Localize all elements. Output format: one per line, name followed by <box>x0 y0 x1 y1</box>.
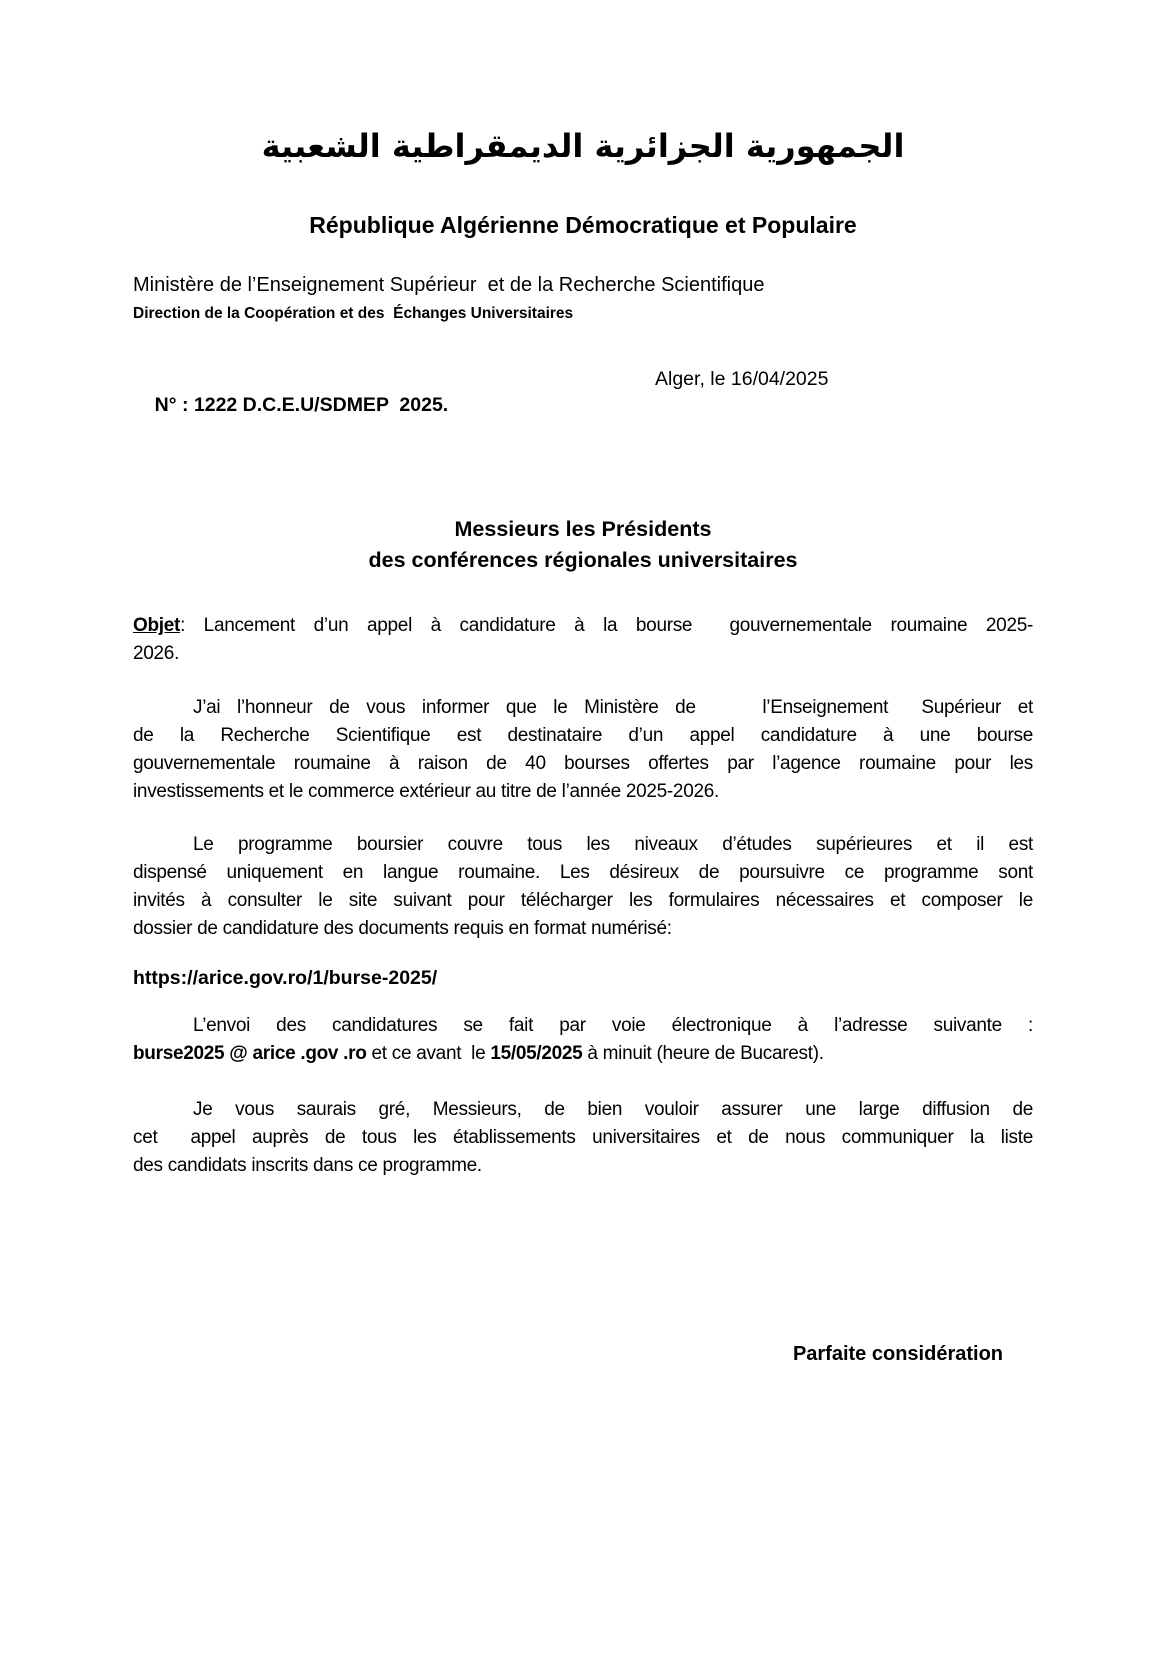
paragraph-4 <box>133 1096 1033 1180</box>
paragraph-3-end-text: à minuit (heure de Bucarest). <box>582 1043 824 1064</box>
addressee-line-1: Messieurs les Présidents <box>454 517 712 541</box>
application-url: https://arice.gov.ro/1/burse-2025/ <box>133 967 438 989</box>
addressee-block <box>133 514 1033 576</box>
paragraph-4-line-3: des candidats inscrits dans ce programme. <box>133 1155 482 1176</box>
objet-line-2: 2026. <box>133 643 180 664</box>
reference-row <box>133 366 1033 470</box>
paragraph-2-line-1: Le programme boursier couvre tous les niveaux d’études supérieures et il est <box>193 834 1033 855</box>
paragraph-4-line-1: Je vous saurais gré, Messieurs, de bien vouloir assurer une large diffusion de <box>193 1099 1033 1120</box>
email-address: burse2025 @ arice .gov .ro <box>133 1043 367 1064</box>
paragraph-1-line-3: gouvernementale roumaine à raison de 40 bourses offertes par l’agence roumaine pour les <box>133 753 1033 774</box>
objet-line-1 <box>133 612 1033 640</box>
addressee-line-2: des conférences régionales universitaires <box>368 548 798 572</box>
closing-formula: Parfaite considération <box>792 1343 1003 1365</box>
objet-text: : Lancement d’un appel à candidature à la bourse gouvernementale roumaine 2025- <box>180 615 1033 636</box>
paragraph-3 <box>133 1012 1033 1068</box>
paragraph-2-line-3: invités à consulter le site suivant pour télécharger les formulaires nécessaires et composer le <box>133 890 1033 911</box>
reference-number: N° : 1222 D.C.E.U/SDMEP 2025. <box>154 394 449 416</box>
arabic-title: الجمهورية الجزائرية الديمقراطية الشعبية <box>261 127 905 165</box>
paragraph-1-line-1: J’ai l’honneur de vous informer que le Ministère de l’Enseignement Supérieur et <box>193 697 1033 718</box>
objet-label: Objet <box>133 615 181 636</box>
objet-block <box>133 612 1033 668</box>
place-and-date: Alger, le 16/04/2025 <box>655 368 829 390</box>
paragraph-3-line-2 <box>133 1040 1033 1068</box>
paragraph-3-mid-text: et ce avant le <box>366 1043 491 1064</box>
paragraph-2 <box>133 831 1033 943</box>
paragraph-1 <box>133 694 1033 806</box>
paragraph-2-line-2: dispensé uniquement en langue roumaine. Les désireux de poursuivre ce programme sont <box>133 862 1033 883</box>
paragraph-2-line-4: dossier de candidature des documents requis en format numérisé: <box>133 918 672 939</box>
republic-title: République Algérienne Démocratique et Populaire <box>309 212 857 238</box>
paragraph-1-line-2: de la Recherche Scientifique est destinataire d’un appel candidature à une bourse <box>133 725 1033 746</box>
paragraph-1-line-4: investissements et le commerce extérieur au titre de l’année 2025-2026. <box>133 781 719 802</box>
paragraph-3-line-1: L’envoi des candidatures se fait par voie électronique à l’adresse suivante : <box>193 1015 1033 1036</box>
ministry-line: Ministère de l’Enseignement Supérieur et de la Recherche Scientifique <box>133 274 765 296</box>
deadline-date: 15/05/2025 <box>490 1043 583 1064</box>
paragraph-4-line-2: cet appel auprès de tous les établissements universitaires et de nous communiquer la liste <box>133 1127 1033 1148</box>
direction-line: Direction de la Coopération et des Échanges Universitaires <box>133 305 574 322</box>
